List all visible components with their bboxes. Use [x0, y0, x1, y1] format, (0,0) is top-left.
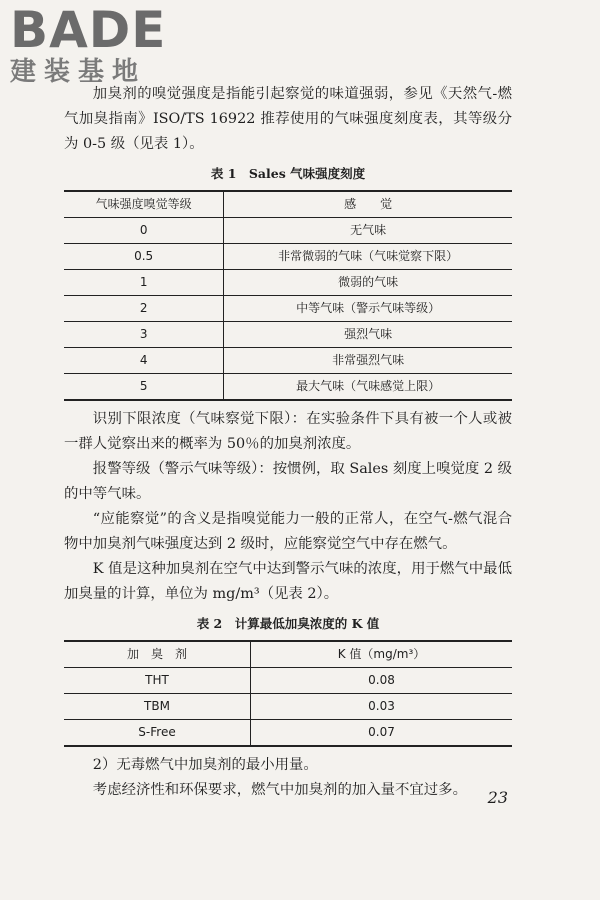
cell-sensation: 中等气味（警示气味等级）: [224, 296, 512, 322]
table-row: [64, 694, 512, 720]
paragraph-detection-threshold: 识别下限浓度（气味察觉下限）：在实验条件下具有被一个人或被一群人觉察出来的概率为 50％的加臭剂浓度。: [64, 411, 512, 452]
paragraph-min-dosage-heading: 2）无毒燃气中加臭剂的最小用量。: [92, 757, 318, 773]
paragraph-should-detect: “应能察觉”的含义是指嗅觉能力一般的正常人，在空气-燃气混合物中加臭剂气味强度达到 2 级时，应能察觉空气中存在燃气。: [64, 511, 512, 552]
cell-k-value: 0.03: [251, 694, 512, 720]
paragraph-alarm-level: 报警等级（警示气味等级）：按惯例，取 Sales 刻度上嗅觉度 2 级的中等气味。: [64, 461, 512, 502]
logo-brand: BADE: [10, 1, 167, 59]
cell-sensation: 无气味: [224, 218, 512, 244]
cell-sensation: 非常强烈气味: [224, 348, 512, 374]
cell-k-value: 0.07: [251, 720, 512, 747]
table-row: [64, 322, 512, 348]
header-odor-level: 气味强度嗅觉等级: [64, 191, 224, 218]
sales-odor-scale-table: [64, 190, 512, 401]
cell-level: 0.5: [64, 244, 224, 270]
cell-level: 3: [64, 322, 224, 348]
header-sensation: 感 觉: [224, 191, 512, 218]
k-value-table: [64, 640, 512, 747]
cell-level: 0: [64, 218, 224, 244]
header-odorant: 加 臭 剂: [64, 641, 251, 668]
watermark-logo: [10, 1, 167, 88]
cell-sensation: 微弱的气味: [224, 270, 512, 296]
cell-sensation: 最大气味（气味感觉上限）: [224, 374, 512, 401]
cell-odorant: TBM: [64, 694, 251, 720]
table-row: [64, 374, 512, 401]
table-row: [64, 668, 512, 694]
cell-sensation: 强烈气味: [224, 322, 512, 348]
header-k-value: K 值（mg/m³）: [251, 641, 512, 668]
cell-level: 1: [64, 270, 224, 296]
page-content: [64, 82, 512, 803]
cell-sensation: 非常微弱的气味（气味觉察下限）: [224, 244, 512, 270]
table-header-row: [64, 641, 512, 668]
table-row: [64, 218, 512, 244]
cell-level: 2: [64, 296, 224, 322]
logo-brand-sub: 建装基地: [10, 57, 147, 87]
table-row: [64, 296, 512, 322]
table-row: [64, 270, 512, 296]
table-row: [64, 720, 512, 747]
table-header-row: [64, 191, 512, 218]
table1-caption: 表 1 Sales 气味强度刻度: [210, 166, 366, 181]
paragraph-k-value: K 值是这种加臭剂在空气中达到警示气味的浓度，用于燃气中最低加臭量的计算，单位为 mg/m³（见表 2）。: [64, 561, 512, 602]
cell-level: 4: [64, 348, 224, 374]
cell-odorant: THT: [64, 668, 251, 694]
cell-level: 5: [64, 374, 224, 401]
table-row: [64, 244, 512, 270]
page-number: 23: [487, 788, 508, 807]
paragraph-economy: 考虑经济性和环保要求，燃气中加臭剂的加入量不宜过多。: [92, 782, 467, 798]
table2-caption: 表 2 计算最低加臭浓度的 K 值: [196, 616, 380, 631]
cell-k-value: 0.08: [251, 668, 512, 694]
table-row: [64, 348, 512, 374]
paragraph-odor-intensity: 加臭剂的嗅觉强度是指能引起察觉的味道强弱，参见《天然气-燃气加臭指南》ISO/TS 16922 推荐使用的气味强度刻度表，其等级分为 0-5 级（见表 1）。: [64, 86, 512, 152]
cell-odorant: S-Free: [64, 720, 251, 747]
